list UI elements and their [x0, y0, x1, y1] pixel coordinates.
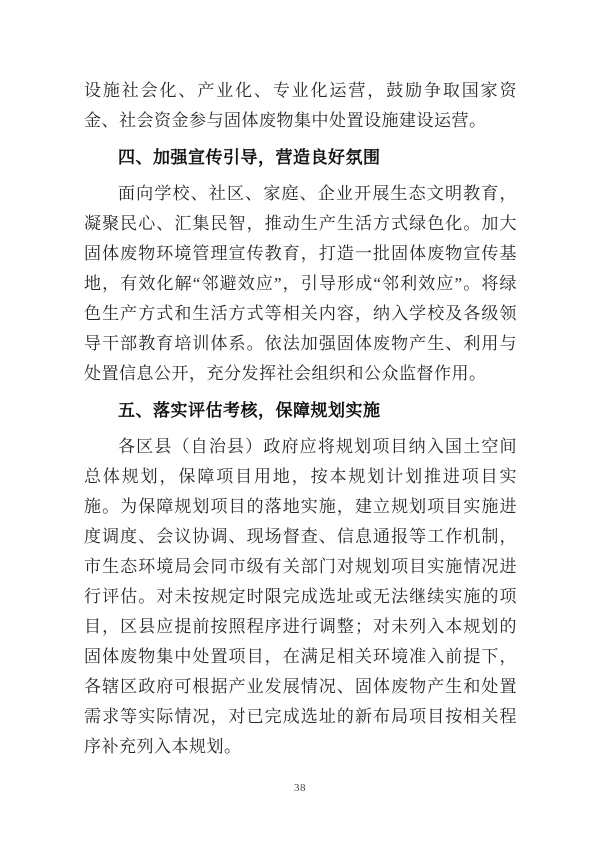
- page-number: 38: [294, 782, 306, 794]
- paragraph-section-4: 面向学校、社区、家庭、企业开展生态文明教育，凝聚民心、汇集民智，推动生产生活方式绿色化。加大固体废物环境管理宣传教育，打造一批固体废物宣传基地，有效化解“邻避效应”，引导形成“邻利效应”。将绿色生产方式和生活方式等相关内容，纳入学校及各级领导干部教育培训体系。依法加强固体废物产生、利用与处置信息公开，充分发挥社会组织和公众监督作用。: [84, 184, 517, 383]
- section-heading-5: 五、落实评估考核，保障规划实施: [118, 401, 381, 420]
- section-heading-4: 四、加强宣传引导，营造良好氛围: [118, 148, 381, 167]
- paragraph-section-5: 各区县（自治县）政府应将规划项目纳入国土空间总体规划，保障项目用地，按本规划计划推进项目实施。为保障规划项目的落地实施，建立规划项目实施进度调度、会议协调、现场督查、信息通报等工作机制，市生态环境局会同市级有关部门对规划项目实施情况进行评估。对未按规定时限完成选址或无法继续实施的项目，区县应提前按照程序进行调整；对未列入本规划的固体废物集中处置项目，在满足相关环境准入前提下，各辖区政府可根据产业发展情况、固体废物产生和处置需求等实际情况，对已完成选址的新布局项目按相关程序补充列入本规划。: [84, 437, 517, 756]
- page-content: [84, 76, 517, 762]
- paragraph-continuation: 设施社会化、产业化、专业化运营，鼓励争取国家资金、社会资金参与固体废物集中处置设施建设运营。: [84, 81, 517, 130]
